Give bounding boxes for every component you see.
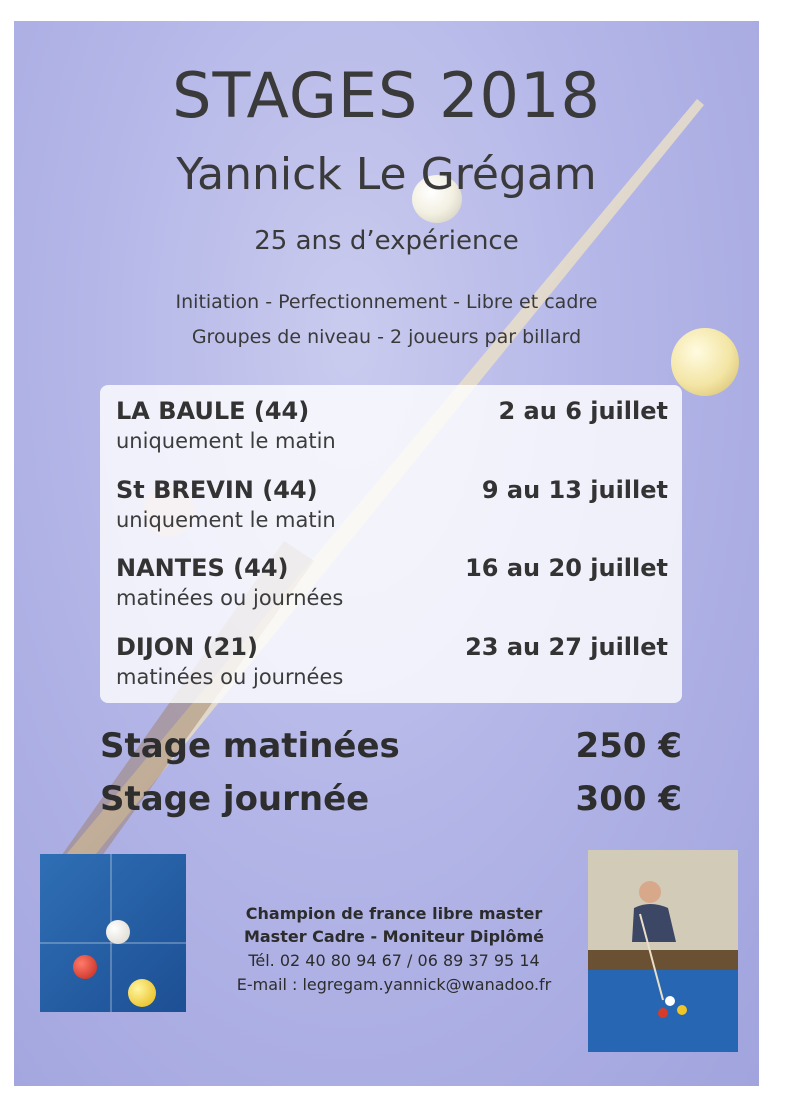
- session-dates: 9 au 13 juillet: [481, 476, 668, 504]
- sessions-panel: [100, 385, 682, 703]
- instructor-figure: [588, 850, 738, 1052]
- poster: [14, 21, 759, 1086]
- session-note: uniquement le matin: [116, 508, 336, 532]
- billiard-balls-photo: [40, 854, 186, 1012]
- session-city: DIJON (21): [116, 633, 258, 661]
- session-dates: 23 au 27 juillet: [465, 633, 668, 661]
- instructor-photo: [588, 850, 738, 1052]
- price-value: 250 €: [575, 726, 682, 766]
- session-city: NANTES (44): [116, 554, 289, 582]
- groups-text: Groupes de niveau - 2 joueurs par billard: [191, 326, 582, 348]
- session-city: St BREVIN (44): [116, 476, 318, 504]
- price-label: Stage journée: [100, 779, 370, 819]
- yellow-ball: [128, 979, 156, 1007]
- phone-text: Tél. 02 40 80 94 67 / 06 89 37 95 14: [248, 951, 540, 970]
- poster-title: STAGES 2018: [172, 59, 601, 132]
- session-city: LA BAULE (44): [116, 397, 310, 425]
- qualification-text: Master Cadre - Moniteur Diplômé: [243, 927, 545, 946]
- price-label: Stage matinées: [100, 726, 400, 766]
- instructor-name: Yannick Le Grégam: [176, 149, 597, 200]
- session-note: matinées ou journées: [116, 665, 344, 689]
- red-ball: [73, 955, 97, 979]
- experience-text: 25 ans d’expérience: [254, 226, 519, 256]
- session-note: matinées ou journées: [116, 586, 344, 610]
- email-text: E-mail : legregam.yannick@wanadoo.fr: [236, 975, 552, 994]
- levels-text: Initiation - Perfectionnement - Libre et cadre: [175, 291, 598, 313]
- session-dates: 16 au 20 juillet: [465, 554, 668, 582]
- white-ball: [106, 920, 130, 944]
- champion-title: Champion de france libre master: [245, 904, 543, 923]
- session-dates: 2 au 6 juillet: [498, 397, 668, 425]
- price-value: 300 €: [575, 779, 682, 819]
- session-note: uniquement le matin: [116, 429, 336, 453]
